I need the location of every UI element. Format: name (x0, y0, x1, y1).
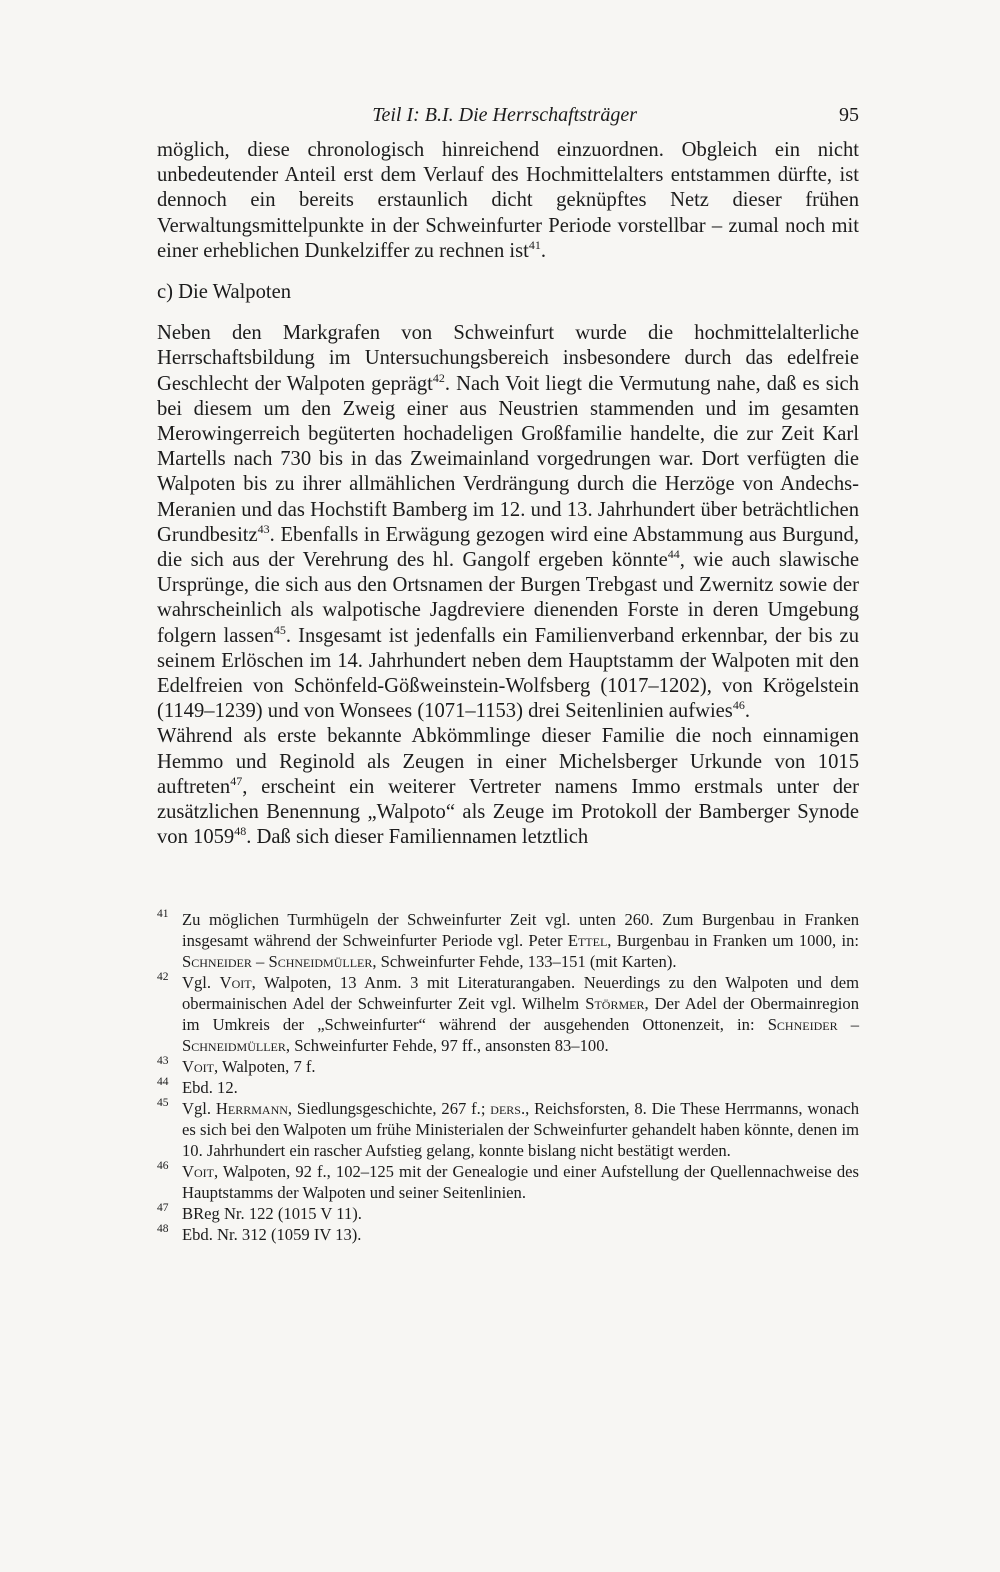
footnote-ref-42[interactable]: 42 (432, 370, 445, 385)
footnote-ref-43[interactable]: 43 (257, 521, 270, 536)
footnote-text: , Schweinfurter Fehde, 97 ff., ansonsten 83–100. (285, 1036, 609, 1056)
footnote-48 (157, 1224, 859, 1245)
footnote-42 (157, 972, 859, 1056)
footnotes (157, 909, 859, 1245)
text-run: . Insgesamt ist jedenfalls ein Familienverband erkennbar, der bis zu seinem Erlöschen im 14. Jahrhundert neben dem Hauptstamm der Walpoten mit den Edelfreien von Schönfeld-Gößweinstein-Wolfsberg (1017–1202), von Krögelstein (1149–1239) und von Wonsees (1071–1153) drei Seitenlinien aufwies (157, 624, 859, 723)
author-name: ders. (490, 1099, 526, 1119)
text-run: . Ebenfalls in Erwägung gezogen wird eine Abstammung aus Burgund, die sich aus der Verehrung des hl. Gangolf ergeben könnte (157, 523, 859, 572)
footnote-text: , Walpoten, 7 f. (213, 1057, 316, 1077)
footnote-text: Zu möglichen Turmhügeln der Schweinfurter Zeit vgl. unten 260. Zum Burgenbau in Franken insgesamt während der Schweinfurter Periode vgl. Peter (182, 910, 859, 951)
footnote-43 (157, 1056, 859, 1077)
footnote-text: , Burgenbau in Franken um 1000, in: (607, 931, 860, 951)
footnote-text: Ebd. 12. (182, 1078, 238, 1098)
section-heading: c) Die Walpoten (157, 281, 292, 304)
author-name: Herrmann (215, 1099, 288, 1119)
footnote-45 (157, 1098, 859, 1161)
text-run: . Daß sich dieser Familiennamen letztlich (246, 826, 589, 849)
author-name: Schneider – Schneidmüller (182, 1015, 859, 1056)
text-run: . (744, 700, 750, 723)
text-run: Neben den Markgrafen von Schweinfurt wurde die hochmittelalterliche Herrschaftsbildung im Untersuchungsbereich insbesondere durch das edelfreie Geschlecht der Walpoten geprägt (157, 322, 859, 395)
footnote-number: 46 (157, 1160, 169, 1173)
main-text (157, 138, 859, 850)
footnote-47 (157, 1203, 859, 1224)
text-run: , wie auch slawische Ursprünge, die sich aus den Ortsnamen der Burgen Trebgast und Zwernitz sowie der wahrscheinlich als walpotische Jagdreviere dienenden Forste in deren Umgebung folgern lassen (157, 549, 860, 647)
author-name: Ettel (567, 931, 608, 951)
author-name: Voit (182, 1162, 214, 1182)
paragraph-continuation (157, 138, 859, 264)
footnote-number: 42 (157, 971, 169, 984)
footnote-number: 43 (157, 1055, 169, 1068)
footnote-44 (157, 1077, 859, 1098)
footnote-number: 45 (157, 1097, 169, 1110)
footnote-ref-41[interactable]: 41 (528, 237, 541, 252)
author-name: Störmer (585, 994, 645, 1014)
paragraph-text: möglich, diese chronologisch hinreichend einzuordnen. Obgleich ein nicht unbedeutender Anteil erst dem Verlauf des Hochmittelalters entstammen dürfte, ist dennoch ein bereits erstaunlich dicht geknüpftes Netz dieser frühen Verwaltungsmittelpunkte in der Schweinfurter Periode vorstellbar – zumal noch mit einer erheblichen Dunkelziffer zu rechnen ist (157, 139, 859, 262)
footnote-ref-47[interactable]: 47 (230, 773, 243, 788)
footnote-ref-44[interactable]: 44 (667, 547, 680, 562)
footnote-text: , Siedlungsgeschichte, 267 f.; (287, 1099, 491, 1119)
footnote-ref-46[interactable]: 46 (732, 698, 745, 713)
footnote-text: Vgl. (182, 973, 220, 993)
footnote-number: 44 (157, 1076, 169, 1089)
footnote-41 (157, 909, 859, 972)
running-header (157, 104, 859, 138)
footnote-text: Vgl. (182, 1099, 216, 1119)
author-name: Voit (182, 1057, 214, 1077)
footnote-text: , Schweinfurter Fehde, 133–151 (mit Karten). (372, 952, 677, 972)
footnote-ref-45[interactable]: 45 (273, 622, 286, 637)
footnote-ref-48[interactable]: 48 (234, 824, 247, 839)
paragraph-walpoten (157, 321, 859, 724)
paragraph-abkoemmlinge (157, 724, 859, 850)
book-page (157, 104, 859, 1245)
footnote-46 (157, 1161, 859, 1203)
author-name: Voit (219, 973, 252, 993)
footnote-number: 41 (157, 908, 169, 921)
text-run: , erscheint ein weiterer Vertreter namens Immo erstmals unter der zusätzlichen Benennung „Walpoto“ als Zeuge im Protokoll der Bamberger Synode von 1059 (157, 775, 859, 849)
footnote-text: , Reichsforsten, 8. Die These Herrmanns, wonach es sich bei den Walpoten um frühe Ministerialen der Schweinfurter gehandelt haben könnte, denen im 10. Jahrhundert ein rascher Aufstieg gelang, konnte bislang nicht bestätigt werden. (182, 1099, 859, 1161)
footnote-text: Ebd. Nr. 312 (1059 IV 13). (182, 1225, 362, 1245)
footnote-number: 47 (157, 1202, 169, 1215)
running-title: Teil I: B.I. Die Herrschaftsträger (372, 104, 637, 126)
author-name: Schneider – Schneidmüller (182, 952, 373, 972)
text-run: Während als erste bekannte Abkömmlinge dieser Familie die noch einnamigen Hemmo und Reginold als Zeugen in einer Michelsberger Urkunde von 1015 auftreten (157, 725, 859, 798)
footnote-text: , Walpoten, 13 Anm. 3 mit Literaturangaben. Neuerdings zu den Walpoten und dem obermainischen Adel der Schweinfurter Zeit vgl. Wilhelm (182, 973, 860, 1014)
footnote-text: , Der Adel der Obermainregion im Umkreis der „Schweinfurter“ während der ausgehenden Ottonenzeit, in: (182, 994, 860, 1035)
footnote-text: , Walpoten, 92 f., 102–125 mit der Genealogie und einer Aufstellung der Quellennachweise des Hauptstamms der Walpoten und seiner Seitenlinien. (182, 1162, 859, 1203)
footnote-text: BReg Nr. 122 (1015 V 11). (182, 1204, 362, 1224)
paragraph-end: . (540, 239, 547, 262)
page-number: 95 (839, 104, 859, 126)
text-run: . Nach Voit liegt die Vermutung nahe, daß es sich bei diesem um den Zweig einer aus Neustrien stammenden und im gesamten Merowingerreich begüterten hochadeligen Großfamilie handelte, die zur Zeit Karl Martells nach 730 bis in das Zweimainland vorgedrungen war. Dort verfügten die Walpoten bis zu ihrer allmählichen Verdrängung durch die Herzöge von Andechs-Meranien und das Hochstift Bamberg im 12. und 13. Jahrhundert über beträchtlichen Grundbesitz (157, 372, 859, 546)
footnote-number: 48 (157, 1223, 169, 1236)
